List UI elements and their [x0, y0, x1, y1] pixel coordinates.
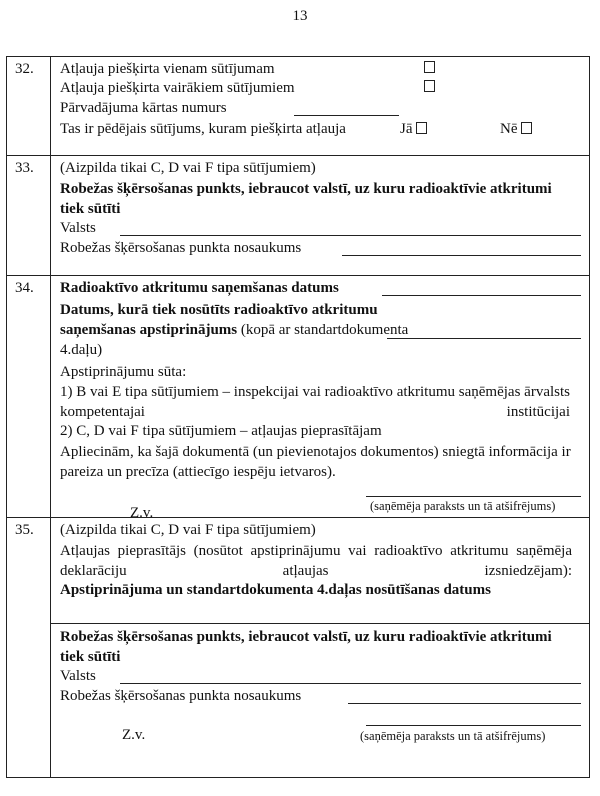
recipient-option-1: 1) B vai E tipa sūtījumiem – inspekcijai vai radioaktīvo atkritumu saņēmējas ārvalsts kompetentajai institūcijai: [60, 384, 570, 420]
shipment-serial-label: Pārvadājuma kārtas numurs: [60, 100, 227, 116]
multiple-shipments-checkbox[interactable]: [424, 80, 435, 92]
section-35: [7, 517, 589, 777]
seal-placeholder: Z.v.: [122, 727, 146, 743]
section-number: 32.: [7, 57, 51, 155]
crossing-point-name-label: Robežas šķērsošanas punkta nosaukums: [60, 240, 302, 256]
signature-field[interactable]: [366, 725, 581, 726]
crossing-point-name-field[interactable]: [342, 255, 581, 256]
signature-field[interactable]: [366, 496, 581, 497]
fill-note: (Aizpilda tikai C, D vai F tipa sūtījumiem): [60, 160, 316, 176]
sent-to-label: Apstiprinājumu sūta:: [60, 364, 187, 380]
applicant-text: Atļaujas pieprasītājs (nosūtot apstiprinājumu vai radioaktīvo atkritumu saņēmēja deklarāciju atļaujas izsniedzējam):: [60, 543, 572, 579]
yes-checkbox[interactable]: [416, 122, 427, 134]
receipt-date-label: Radioaktīvo atkritumu saņemšanas datums: [60, 280, 339, 296]
recipient-option-2: 2) C, D vai F tipa sūtījumiem – atļaujas pieprasītājam: [60, 423, 382, 439]
country-field[interactable]: [120, 235, 581, 236]
single-shipment-checkbox[interactable]: [424, 61, 435, 73]
section-divider: [51, 623, 589, 624]
section-number: 35.: [7, 518, 51, 777]
confirmation-date-field[interactable]: [387, 338, 581, 339]
certification-text: Apliecinām, ka šajā dokumentā (un pievienotajos dokumentos) sniegtā informācija ir pareiza un precīza (attiecīgo iespēju ietvaros).: [60, 444, 571, 480]
signature-caption: (saņēmēja paraksts un tā atšifrējums): [360, 729, 546, 743]
no-checkbox[interactable]: [521, 122, 532, 134]
fill-note: (Aizpilda tikai C, D vai F tipa sūtījumiem): [60, 522, 316, 538]
send-date-label: Apstiprinājuma un standartdokumenta 4.daļas nosūtīšanas datums: [60, 582, 491, 598]
country-label: Valsts: [60, 220, 96, 236]
single-shipment-label: Atļauja piešķirta vienam sūtījumam: [60, 61, 275, 77]
seal-placeholder: Z.v.: [130, 505, 154, 521]
signature-caption: (saņēmēja paraksts un tā atšifrējums): [370, 499, 556, 513]
page-number: 13: [292, 8, 308, 24]
yes-label: Jā: [400, 121, 413, 137]
section-number: 33.: [7, 156, 51, 275]
receipt-date-field[interactable]: [382, 295, 581, 296]
crossing-point-name-field[interactable]: [348, 703, 581, 704]
section-34: [7, 275, 589, 521]
form-table: [6, 56, 590, 778]
country-field[interactable]: [120, 683, 581, 684]
confirmation-date-note: (kopā ar standartdokumenta 4.daļu): [60, 322, 409, 358]
multiple-shipments-label: Atļauja piešķirta vairākiem sūtījumiem: [60, 80, 295, 96]
no-label: Nē: [500, 121, 518, 137]
country-label: Valsts: [60, 668, 96, 684]
shipment-serial-field[interactable]: [294, 115, 399, 116]
border-crossing-heading: Robežas šķērsošanas punkts, iebraucot valstī, uz kuru radioaktīvie atkritumi tiek sūtīti: [60, 181, 552, 217]
last-shipment-label: Tas ir pēdējais sūtījums, kuram piešķirta atļauja: [60, 121, 346, 137]
section-number: 34.: [7, 276, 51, 517]
confirmation-date-label: Datums, kurā tiek nosūtīts radioaktīvo atkritumu saņemšanas apstiprinājums: [60, 302, 378, 338]
crossing-point-name-label: Robežas šķērsošanas punkta nosaukums: [60, 688, 302, 704]
section-33: [7, 155, 589, 275]
section-32: [7, 57, 589, 155]
border-crossing-heading: Robežas šķērsošanas punkts, iebraucot valstī, uz kuru radioaktīvie atkritumi tiek sūtīti: [60, 629, 552, 665]
